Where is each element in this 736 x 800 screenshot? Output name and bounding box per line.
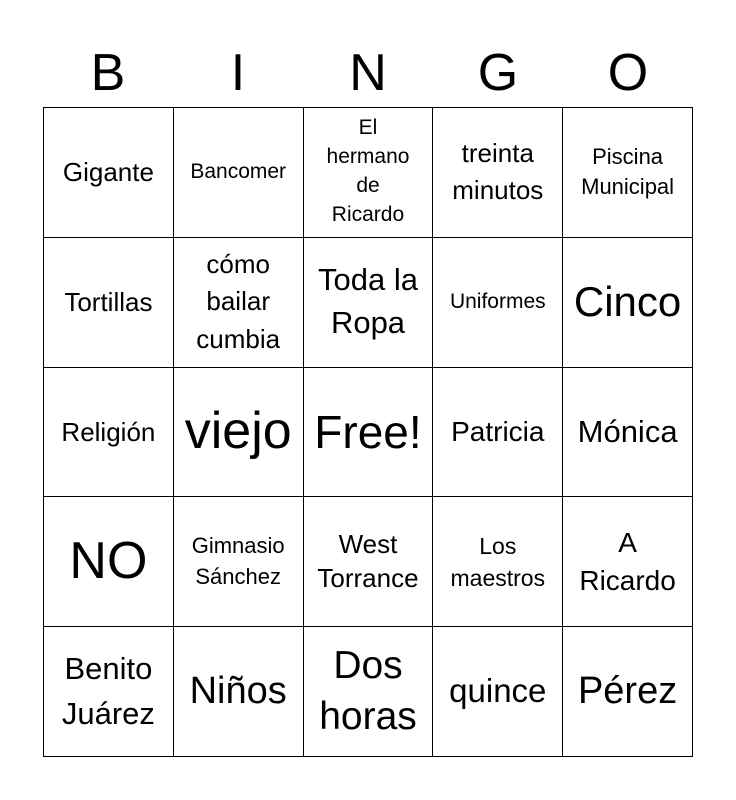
header-letter-n: N (349, 44, 387, 102)
cell-text: Free! (314, 405, 422, 458)
cell-text: Cinco (573, 278, 682, 326)
cell-text: quince (449, 672, 547, 710)
header-letter-i: I (230, 44, 246, 102)
bingo-board (43, 107, 693, 757)
bingo-cell-r3-c5[interactable] (563, 368, 693, 498)
header-letter-o: O (607, 44, 649, 102)
bingo-cell-r1-c2[interactable] (174, 108, 304, 238)
cell-text: El hermano de Ricardo (326, 116, 410, 227)
cell-text: Gigante (62, 157, 154, 188)
bingo-cell-r5-c3[interactable] (304, 627, 434, 757)
cell-text: Uniformes (449, 289, 546, 313)
cell-text: Tortillas (64, 286, 153, 317)
bingo-cell-r4-c3[interactable] (304, 497, 434, 627)
header-letter-g: G (477, 44, 519, 102)
cell-text: treinta minutos (452, 137, 544, 206)
cell-text: Benito Juárez (61, 650, 155, 731)
bingo-cell-r4-c1[interactable] (44, 497, 174, 627)
bingo-cell-r1-c5[interactable] (563, 108, 693, 238)
cell-text: A Ricardo (579, 526, 676, 596)
bingo-cell-r2-c4[interactable] (433, 238, 563, 368)
bingo-cell-r5-c5[interactable] (563, 627, 693, 757)
cell-text: cómo bailar cumbia (196, 248, 281, 355)
bingo-cell-r2-c2[interactable] (174, 238, 304, 368)
bingo-cell-r4-c5[interactable] (563, 497, 693, 627)
cell-text: Piscina Municipal (581, 143, 675, 200)
cell-text: Niños (189, 670, 287, 713)
bingo-cell-r3-c3[interactable] (304, 368, 434, 498)
bingo-cell-r3-c2[interactable] (174, 368, 304, 498)
bingo-cell-r2-c5[interactable] (563, 238, 693, 368)
cell-text: Toda la Ropa (318, 262, 418, 341)
bingo-cell-r1-c1[interactable] (44, 108, 174, 238)
bingo-cell-r5-c4[interactable] (433, 627, 563, 757)
bingo-header (43, 40, 693, 106)
cell-text: Gimnasio Sánchez (191, 532, 285, 589)
bingo-cell-r2-c1[interactable] (44, 238, 174, 368)
header-letter-b: B (90, 44, 126, 102)
bingo-cell-r3-c1[interactable] (44, 368, 174, 498)
bingo-cell-r3-c4[interactable] (433, 368, 563, 498)
bingo-cell-r5-c2[interactable] (174, 627, 304, 757)
cell-text: NO (69, 532, 148, 591)
bingo-cell-r5-c1[interactable] (44, 627, 174, 757)
cell-text: Patricia (451, 416, 545, 448)
cell-text: Mónica (577, 413, 678, 449)
cell-text: Religión (61, 416, 156, 447)
cell-text: Dos horas (319, 643, 417, 738)
cell-text: Bancomer (190, 160, 287, 184)
cell-text: viejo (184, 402, 292, 461)
bingo-cell-r1-c4[interactable] (433, 108, 563, 238)
bingo-cell-r4-c2[interactable] (174, 497, 304, 627)
cell-text: Los maestros (450, 532, 546, 591)
bingo-cell-r1-c3[interactable] (304, 108, 434, 238)
bingo-cell-r4-c4[interactable] (433, 497, 563, 627)
cell-text: Pérez (577, 670, 678, 713)
bingo-cell-r2-c3[interactable] (304, 238, 434, 368)
cell-text: West Torrance (317, 528, 419, 593)
